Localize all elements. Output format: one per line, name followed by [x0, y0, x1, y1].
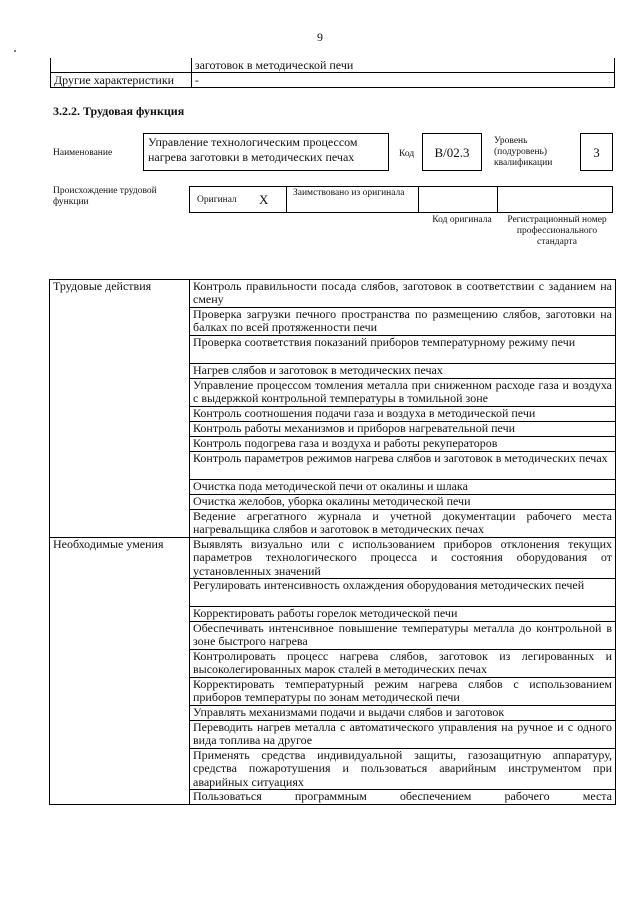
table-cell	[190, 480, 616, 495]
cell-text: Регулировать интенсивность охлаждения оборудования методических печей	[193, 578, 585, 592]
cell-text: Очистка пода методической печи от окалины и шлака	[193, 479, 468, 493]
table-cell	[190, 678, 616, 706]
table-cell	[190, 749, 616, 790]
original-mark: X	[259, 192, 269, 207]
table-cell	[190, 721, 616, 749]
cell-text: Контроль параметров режимов нагрева слябов и заготовок в методических печах	[193, 451, 608, 465]
page-number: 9	[317, 30, 323, 44]
group-label	[50, 538, 190, 805]
table-cell	[190, 607, 616, 622]
table-cell	[190, 422, 616, 437]
table-row	[51, 58, 615, 73]
group-label-text: Трудовые действия	[53, 279, 152, 293]
cell-text: Контроль соотношения подачи газа и воздуха в методической печи	[193, 406, 536, 420]
table-cell	[190, 510, 616, 538]
cell-text: Контроль работы механизмов и приборов нагревательной печи	[193, 421, 516, 435]
cell-text: Контроль подогрева газа и воздуха и работы рекуператоров	[193, 436, 498, 450]
table-cell	[190, 280, 616, 308]
main-table	[49, 279, 616, 805]
cell-text: Корректировать работы горелок методической печи	[193, 606, 458, 620]
table-cell	[190, 336, 616, 364]
cell-text: Нагрев слябов и заготовок в методических печах	[193, 363, 443, 377]
borrowed-label: Заимствовано из оригинала	[293, 188, 405, 198]
table-row	[50, 280, 616, 308]
origin-divider	[286, 186, 287, 213]
table-cell	[190, 706, 616, 721]
cell-text: Очистка желобов, уборка окалины методической печи	[193, 494, 471, 508]
table-cell	[190, 452, 616, 480]
table-row	[50, 538, 616, 579]
cell-text: Ведение агрегатного журнала и учетной документации рабочего места нагревальщика слябов и заготовок в методических печах	[193, 509, 612, 537]
table-row	[51, 73, 615, 88]
table-cell	[190, 579, 616, 607]
cell-text: Контроль правильности посада слябов, заготовок в соответствии с заданием на смену	[193, 279, 612, 307]
table-cell	[190, 650, 616, 678]
top-table-label: Другие характеристики	[51, 73, 192, 88]
table-cell	[190, 364, 616, 379]
table-cell	[190, 622, 616, 650]
cell-text: Переводить нагрев металла с автоматического управления на ручное и с одного вида топлива на другое	[193, 720, 612, 748]
reg-caption: Регистрационный номер профессионального стандарта	[507, 215, 607, 247]
section-title: 3.2.2. Трудовая функция	[53, 104, 185, 118]
table-cell	[190, 308, 616, 336]
origin-label: Происхождение трудовой функции	[53, 186, 157, 207]
cell-text: Применять средства индивидуальной защиты, газозащитную аппаратуру, средства пожаротушения и пользоваться аварийным инструментом при аварийных ситуациях	[193, 748, 612, 789]
code-caption: Код оригинала	[432, 215, 492, 225]
top-table-value: -	[191, 73, 614, 88]
top-table-label	[51, 58, 192, 73]
original-label: Оригинал	[197, 195, 237, 205]
cell-text: Управлять механизмами подачи и выдачи слябов и заготовок	[193, 705, 505, 719]
group-label	[50, 280, 190, 538]
scan-speck	[14, 50, 16, 52]
top-table	[50, 58, 615, 88]
cell-text: Управление процессом томления металла при сниженном расходе газа и воздуха с выдержкой контрольной температуры в томильной зоне	[193, 378, 612, 406]
name-label: Наименование	[53, 148, 113, 158]
code-label: Код	[399, 149, 415, 159]
level-value: 3	[580, 133, 613, 171]
cell-text: Обеспечивать интенсивное повышение температуры металла до контрольной в зоне быстрого нагрева	[193, 621, 612, 649]
code-value: B/02.3	[422, 133, 482, 171]
table-cell	[190, 495, 616, 510]
table-cell	[190, 407, 616, 422]
table-cell	[190, 379, 616, 407]
origin-divider	[497, 186, 498, 213]
origin-divider	[418, 186, 419, 213]
top-table-value: заготовок в методической печи	[191, 58, 614, 73]
cell-text: Пользоваться программным обеспечением рабочего места	[193, 789, 612, 803]
level-label: Уровень (подуровень) квалификации	[494, 136, 553, 168]
name-value: Управление технологическим процессом нагрева заготовки в методических печах	[143, 133, 389, 171]
group-label-text: Необходимые умения	[53, 537, 164, 551]
table-cell	[190, 790, 616, 805]
cell-text: Контролировать процесс нагрева слябов, заготовок из легированных и высоколегированных марок сталей в методических печах	[193, 649, 612, 677]
table-cell	[190, 538, 616, 579]
cell-text: Корректировать температурный режим нагрева слябов с использованием приборов температуры по зонам методической печи	[193, 677, 612, 705]
table-cell	[190, 437, 616, 452]
cell-text: Проверка соответствия показаний приборов температурному режиму печи	[193, 335, 576, 349]
cell-text: Проверка загрузки печного пространства по размещению слябов, заготовки на балках по всей протяженности печи	[193, 307, 612, 335]
cell-text: Выявлять визуально или с использованием приборов отклонения текущих параметров технологического процесса и состояния оборудования от установленных значений	[193, 537, 612, 578]
